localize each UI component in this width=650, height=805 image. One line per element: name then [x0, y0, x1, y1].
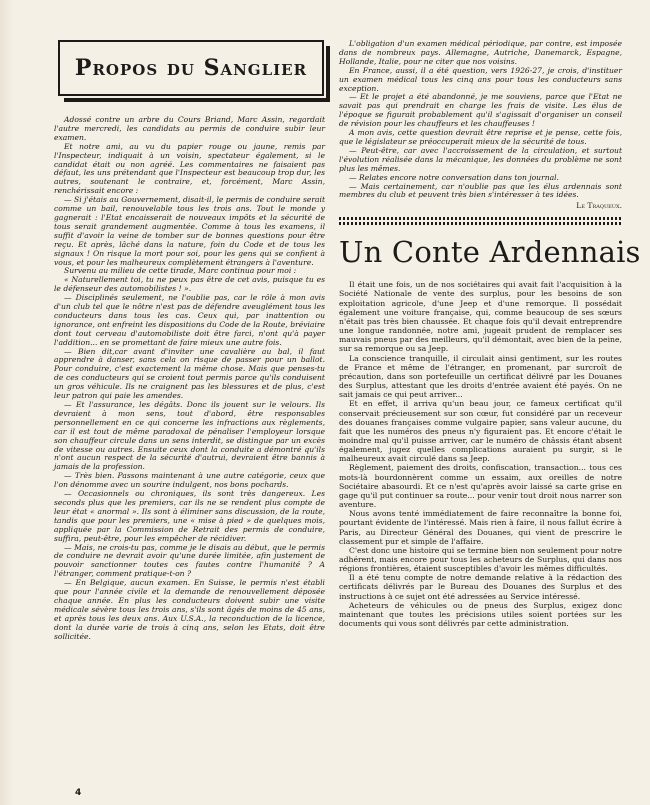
- two-column-layout: [54, 39, 641, 641]
- paragraph: En France, aussi, il a été question, vers 1926-27, je crois, d'instituer un examen médical tous les cinq ans pour tous les conducteurs sans exception.: [339, 65, 622, 93]
- section-divider: [339, 217, 622, 225]
- story-body: [339, 280, 622, 628]
- paragraph: — Occasionnels ou chroniques, ils sont très dangereux. Les seconds plus que les premiers, car ils ne se rendent plus compte de leur état « anormal ». Ils sont à éliminer sans discussion, de la route, tandis que pour les premiers, une « mise à pied » de quelques mois, appliquée par la Commission de Retrait des permis de conduire, suffira, peut-être, pour les empêcher de récidiver.: [54, 489, 325, 543]
- left-article-body: [54, 116, 325, 641]
- paragraph: Adossé contre un arbre du Cours Briand, Marc Assin, regardait l'autre mercredi, les candidats au permis de conduire subir leur examen.: [54, 115, 325, 142]
- paragraph: — Peut-être, car avec l'accroissement de la circulation, et surtout l'évolution réalisée dans la mécanique, les données du problème ne sont plus les mêmes.: [339, 145, 622, 173]
- paragraph: — Si j'étais au Gouvernement, disait-il, le permis de conduire serait comme un bail, renouvelable tous les trois ans. Tout le monde y gagnerait : l'Etat encaisserait de nouveaux impôts et la sécurité de tous serait grandement augmentée. Comme à tous les examens, il suffit d'avoir la veine de tomber sur de bonnes questions pour être reçu. Et après, lâché dans la nature, foin du Code et de tous les signaux ! On risque la mort pour soi, pour les gens qui se confient à vous, et pour les malheureux complètement étrangers à l'aventure.: [54, 195, 325, 267]
- paragraph: Il était une fois, un de nos sociétaires qui avait fait l'acquisition à la Société Nationale de vente des surplus, pour les besoins de son exploitation agricole, d'une Jeep et d'une remorque. Il possédait également une voiture française, qui, comme beaucoup de ses sœurs n'était pas très bien chaussée. Et chaque fois qu'il devait entreprendre une longue randonnée, notre ami, jugeait prudent de remplacer ses mauvais pneus par des meilleurs, qu'il démontait, avec bien de la peine, sur sa remorque ou sa Jeep.: [339, 280, 622, 354]
- paragraph: L'obligation d'un examen médical périodique, par contre, est imposée dans de nombreux pays. Allemagne, Autriche, Danemarck, Espagne, Hollande, Italie, pour ne citer que nos voisins.: [339, 39, 622, 66]
- paragraph: Et en effet, il arriva qu'un beau jour, ce fameux certificat qu'il conservait précieusement sur son cœur, fut considéré par un receveur des douanes françaises comme vulgaire papier, sans valeur aucune, du fait que les numéros des pneus n'y figuraient pas. Et encore c'était le moindre mal qu'il puisse arriver, car le numéro de châssis étant absent également, jugez quelles complications auraient pu surgir, si le malheureux avait circulé dans sa Jeep.: [339, 399, 622, 464]
- paragraph: C'est donc une histoire qui se termine bien non seulement pour notre adhérent, mais encore pour tous les acheteurs de Surplus, qui dans nos régions frontières, étaient susceptibles d'avoir les mêmes difficultés.: [339, 545, 622, 574]
- paragraph: — Mais, ne crois-tu pas, comme je le disais au début, que le permis de conduire ne devrait avoir qu'une durée limitée, afin justement de pouvoir sanctionner toutes ces fautes contre l'humanité ? A l'étranger, comment pratique-t-on ?: [54, 542, 325, 579]
- paragraph: Règlement, paiement des droits, confiscation, transaction... tous ces mots-là bourdonnèrent comme un essaim, aux oreilles de notre Sociétaire abasourdi. Et ce n'est qu'après avoir laissé sa carte grise en gage qu'il put continuer sa route... pour venir tout droit nous narrer son aventure.: [339, 463, 622, 510]
- left-column: [54, 40, 325, 641]
- paragraph: La conscience tranquille, il circulait ainsi gentiment, sur les routes de France et même de l'étranger, en promenant, par surcroît de précaution, dans son portefeuille un certificat délivré par les Douanes des Surplus, attestant que les droits d'entrée avaient été payés. On ne sait jamais ce qui peut arriver...: [339, 353, 622, 400]
- paragraph: — Relates encore notre conversation dans ton journal.: [349, 172, 559, 182]
- paragraph: — Disciplinés seulement, ne l'oublie pas, car le rôle à mon avis d'un club tel que le nôtre n'est pas de défendre aveuglément tous les conducteurs dans tous les cas. Ceux qui, par inattention ou ignorance, ont enfreint les dispositions du Code de la Route, bréviaire dont tout cerveau d'automobiliste doit être farci, n'ont qu'à payer l'addition... en se promettant de faire mieux une autre fois.: [54, 293, 325, 347]
- paragraph: Et notre ami, au vu du papier rouge ou jaune, remis par l'Inspecteur, indiquait à un voisin, spectateur également, si le candidat était ou non agréé. Les commentaires ne faisaient pas défaut, les uns prétendant que l'Inspecteur est beaucoup trop dur, les autres, soutenant le contraire, et, forcément, Marc Assin, renchérissait encore :: [54, 141, 325, 196]
- column-title: Propos du Sanglier: [74, 55, 308, 81]
- author-signature: Le Traqueux.: [576, 201, 622, 211]
- paragraph: Il a été tenu compte de notre demande relative à la rédaction des certificats délivrés par le Bureau des Douanes des Surplus et des instructions à ce sujet ont été adressées au Service intéressé.: [339, 573, 622, 601]
- paragraph: Survenu au milieu de cette tirade, Marc continua pour moi :: [64, 266, 297, 276]
- paragraph: Nous avons tenté immédiatement de faire reconnaître la bonne foi, pourtant évidente de l'intéressé. Mais rien à faire, il nous fallut écrire à Paris, au Directeur Général des Douanes, qui vient de prescrire le classement pur et simple de l'affaire.: [339, 509, 622, 546]
- paragraph: « Naturellement toi, tu ne peux pas être de cet avis, puisque tu es le défenseur des automobilistes ! ».: [54, 275, 325, 294]
- column-title-box: [58, 40, 324, 96]
- right-article-continuation: [339, 40, 622, 200]
- paragraph: A mon avis, cette question devrait être reprise et je pense, cette fois, que le législateur se préoccuperait mieux de la sécurité de tous.: [339, 128, 622, 146]
- paragraph: — Bien dit,car avant d'inviter une cavalière au bal, il faut apprendre à danser, sans cela on risque de passer pour un ballot. Pour conduire, c'est exactement la même chose. Mais que penses-tu de ces conducteurs qui se croient tout permis parce qu'ils conduisent un gros véhicule. Ils ne craignent pas les blessures et de plus, c'est leur patron qui paie les amendes.: [54, 346, 325, 401]
- paragraph: — Très bien. Passons maintenant à une autre catégorie, ceux que l'on dénomme avec un sourire indulgent, nos bons pochards.: [54, 471, 325, 490]
- paragraph: — Et l'assurance, les dégâts. Donc ils jouent sur le velours. Ils devraient à mon sens, tout d'abord, être responsables personnellement en ce qui concerne les infractions aux règlements, car il est tout de même paradoxal de pénaliser l'employeur lorsque son chauffeur circule dans un sens interdit, se distingue par un excès de vitesse ou autres. Ensuite ceux dont la conduite a démontré qu'ils n'ont aucun respect de la sécurité d'autrui, devraient être bannis à jamais de la profession.: [54, 400, 325, 472]
- paragraph: — En Belgique, aucun examen. En Suisse, le permis n'est établi que pour l'année civile et la demande de renouvellement déposée chaque année. En plus les conducteurs doivent subir une visite médicale sévère tous les trois ans, s'ils sont âgés de moins de 45 ans, et après tous les deux ans. Aux U.S.A., la reconduction de la licence, dont la durée varie de trois à cinq ans, selon les Etats, doit être sollicitée.: [54, 578, 325, 641]
- paragraph: — Mais certainement, car n'oublie pas que les élus ardennais sont membres du club et peuvent très bien s'intéresser à tes idées.: [339, 181, 622, 200]
- story-title: Un Conte Ardennais: [339, 235, 641, 270]
- right-column: [339, 39, 641, 641]
- paragraph: — Et le projet a été abandonné, je me souviens, parce que l'Etat ne savait pas qui prendrait en charge les frais de visite. Les élus de l'époque se figurait probablement qu'il s'agissait d'organiser un conseil de révision pour les chauffeurs et les chauffeuses !: [339, 92, 622, 129]
- page-number: 4: [75, 788, 82, 798]
- paragraph: Acheteurs de véhicules ou de pneus des Surplus, exigez donc maintenant que toutes les précisions utiles soient portées sur les documents qui vous sont délivrés par cette administration.: [339, 600, 622, 629]
